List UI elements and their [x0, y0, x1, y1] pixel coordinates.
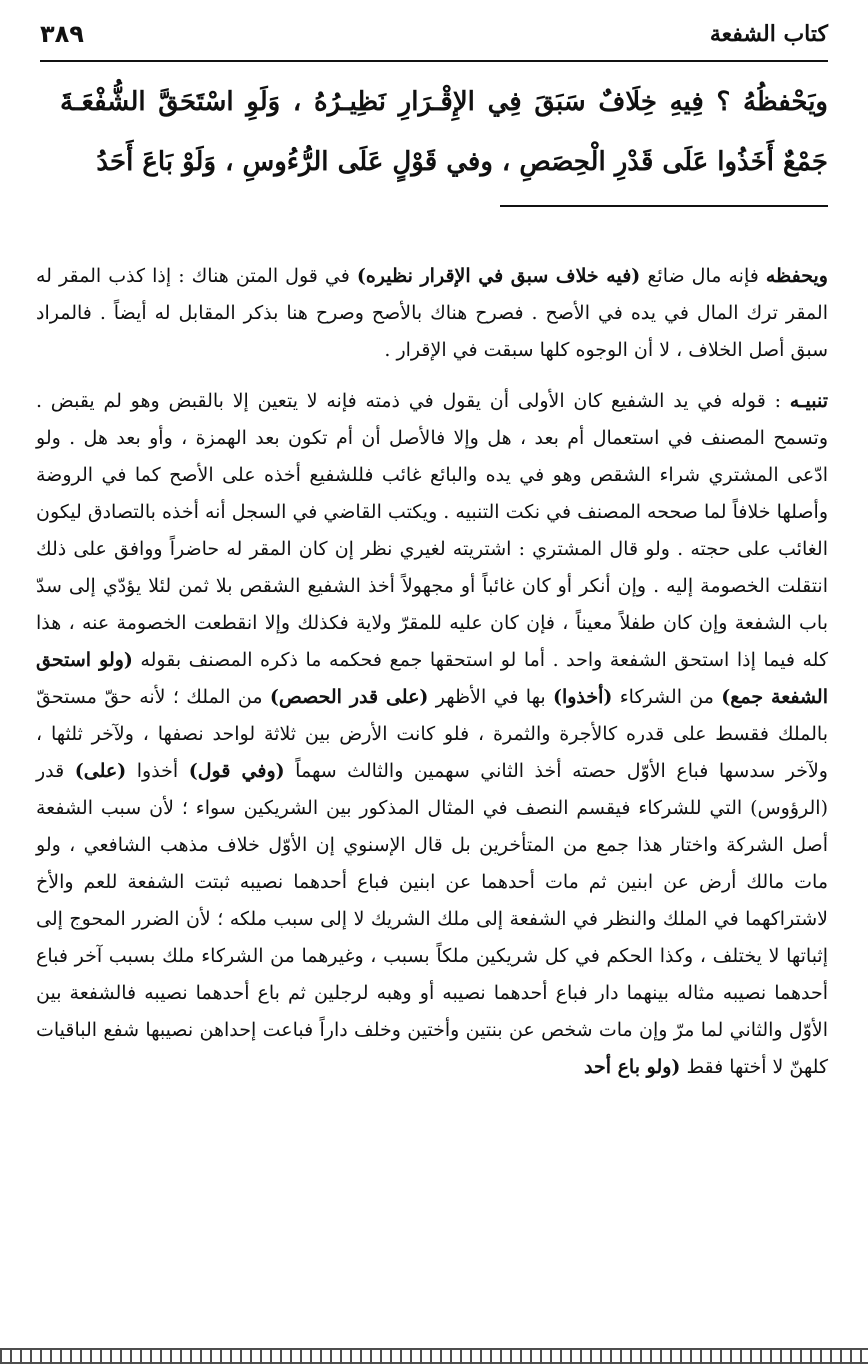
- text-segment: من الشركاء: [612, 686, 722, 708]
- bold-quote-segment: (على قدر الحصص): [269, 686, 429, 708]
- bold-quote-segment: (أخذوا): [552, 686, 613, 708]
- header-divider: [40, 60, 828, 62]
- text-segment: في قول المتن هناك : إذا كذب المقر له المقر ترك المال في يده في الأصح . فصرح هناك بالأصح وصرح هنا بذكر المقابل له أيضاً . فالمراد سبق أصل الخلاف ، لا أن الوجوه كلها سبقت في الإقرار .: [36, 265, 828, 361]
- text-segment: من الملك ؛ لأنه حقّ مستحقّ بالملك فقسط على قدره كالأجرة والثمرة ، فلو كانت الأرض بين ثلاثة لواحد نصفها ، ولآخر ثلثها ، ولآخر سدسها فباع الأوّل حصته أخذ الثاني سهمين والثالث سهماً: [36, 686, 828, 782]
- running-title: كتاب الشفعة: [709, 21, 828, 47]
- text-segment: : قوله في يد الشفيع كان الأولى أن يقول في ذمته فإنه لا يتعين إلا بالقبض وهو لم يقبض . وتسمح المصنف في استعمال أم بعد ، هل وإلا فالأصل أن أم تكون بعد الهمزة ، وأو بعد هل . ولو ادّعى المشتري شراء الشقص وهو في يده والبائع غائب فللشفيع أخذه على الأصح كما في الروضة وأصلها خلافاً لما صححه المصنف في نكت التنبيه . ويكتب القاضي في السجل أنه أخذه بالتصادق ليكون الغائب على حجته . ولو قال المشتري : اشتريته لغيري نظر إن كان المقر له حاضراً ووافق على ذلك انتقلت الخصومة إليه . وإن أنكر أو كان غائباً أو مجهولاً أخذ الشفيع الشقص بلا ثمن لئلا يؤدّي إلى سدّ باب الشفعة وإن كان طفلاً معيناً ، فإن كان عليه للمقرّ ولاية فكذلك وإلا انقطعت الخصومة عنه ، هذا كله فيما إذا استحق الشفعة واحد . أما لو استحقها جمع فحكمه ما ذكره المصنف بقوله: [36, 390, 828, 671]
- bold-quote-segment: (وفي قول): [188, 760, 285, 782]
- bold-quote-segment: ويحفظه: [765, 265, 828, 287]
- bold-quote-segment: (على): [74, 760, 127, 782]
- text-segment: أخذوا: [126, 760, 189, 782]
- matn-text: ويَحْفظُهُ ؟ فِيهِ خِلَافٌ سَبَقَ فِي الإِقْـرَارِ نَظِيـرُهُ ، وَلَوِ اسْتَحَقَّ الشُّفْعَـةَ جَمْعٌ أَخَذُوا عَلَى قَدْرِ الْحِصَصِ ، وفي قَوْلٍ عَلَى الرُّءُوسِ ، وَلَوْ بَاعَ أَحَدُ: [60, 87, 828, 177]
- page-header: [40, 14, 828, 54]
- commentary-paragraph-1: [36, 258, 828, 369]
- matn-divider: [500, 205, 828, 207]
- bold-quote-segment: (ولو استحق الشفعة جمع): [36, 649, 828, 708]
- bold-quote-segment: (فيه خلاف سبق في الإقرار نظيره): [356, 265, 641, 287]
- bold-quote-segment: (ولو باع أحد: [583, 1056, 681, 1078]
- page-number: ٣٨٩: [40, 20, 84, 48]
- text-segment: فإنه مال ضائع: [640, 265, 766, 287]
- decorative-footer-border: [0, 1348, 868, 1364]
- bold-quote-segment: تنبيـه: [789, 390, 828, 412]
- commentary: [36, 258, 828, 1086]
- text-segment: قدر (الرؤوس) التي للشركاء فيقسم النصف في المثال المذكور بين الشريكين سواء ؛ لأن سبب الشفعة أصل الشركة واختار هذا جمع من المتأخرين بل قال الإسنوي إن الأوّل خلاف مذهب الشافعي ، ولو مات مالك أرض عن ابنين ثم مات أحدهما عن ابنين فباع أحدهما نصيبه ثبتت الشفعة للعم والأخ لاشتراكهما في الملك والنظر في الشفعة إلى ملك الشريك لا إلى سبب ملكه ؛ لأن الضرر المحوج إلى إثباتها لا يختلف ، وكذا الحكم في كل شريكين ملكاً بسبب ، وغيرهما من الشركاء ملك بسبب آخر فباع أحدهما نصيبه مثاله بينهما دار فباع أحدهما نصيبه أو وهبه لرجلين ثم باع أحدهما نصيبه فالشفعة بين الأوّل والثاني لما مرّ وإن مات شخص عن بنتين وأختين وخلف داراً فباعت إحداهن نصيبها شفع الباقيات كلهنّ لا أختها فقط: [36, 760, 828, 1078]
- text-segment: بها في الأظهر: [428, 686, 553, 708]
- commentary-paragraph-2: [36, 383, 828, 1086]
